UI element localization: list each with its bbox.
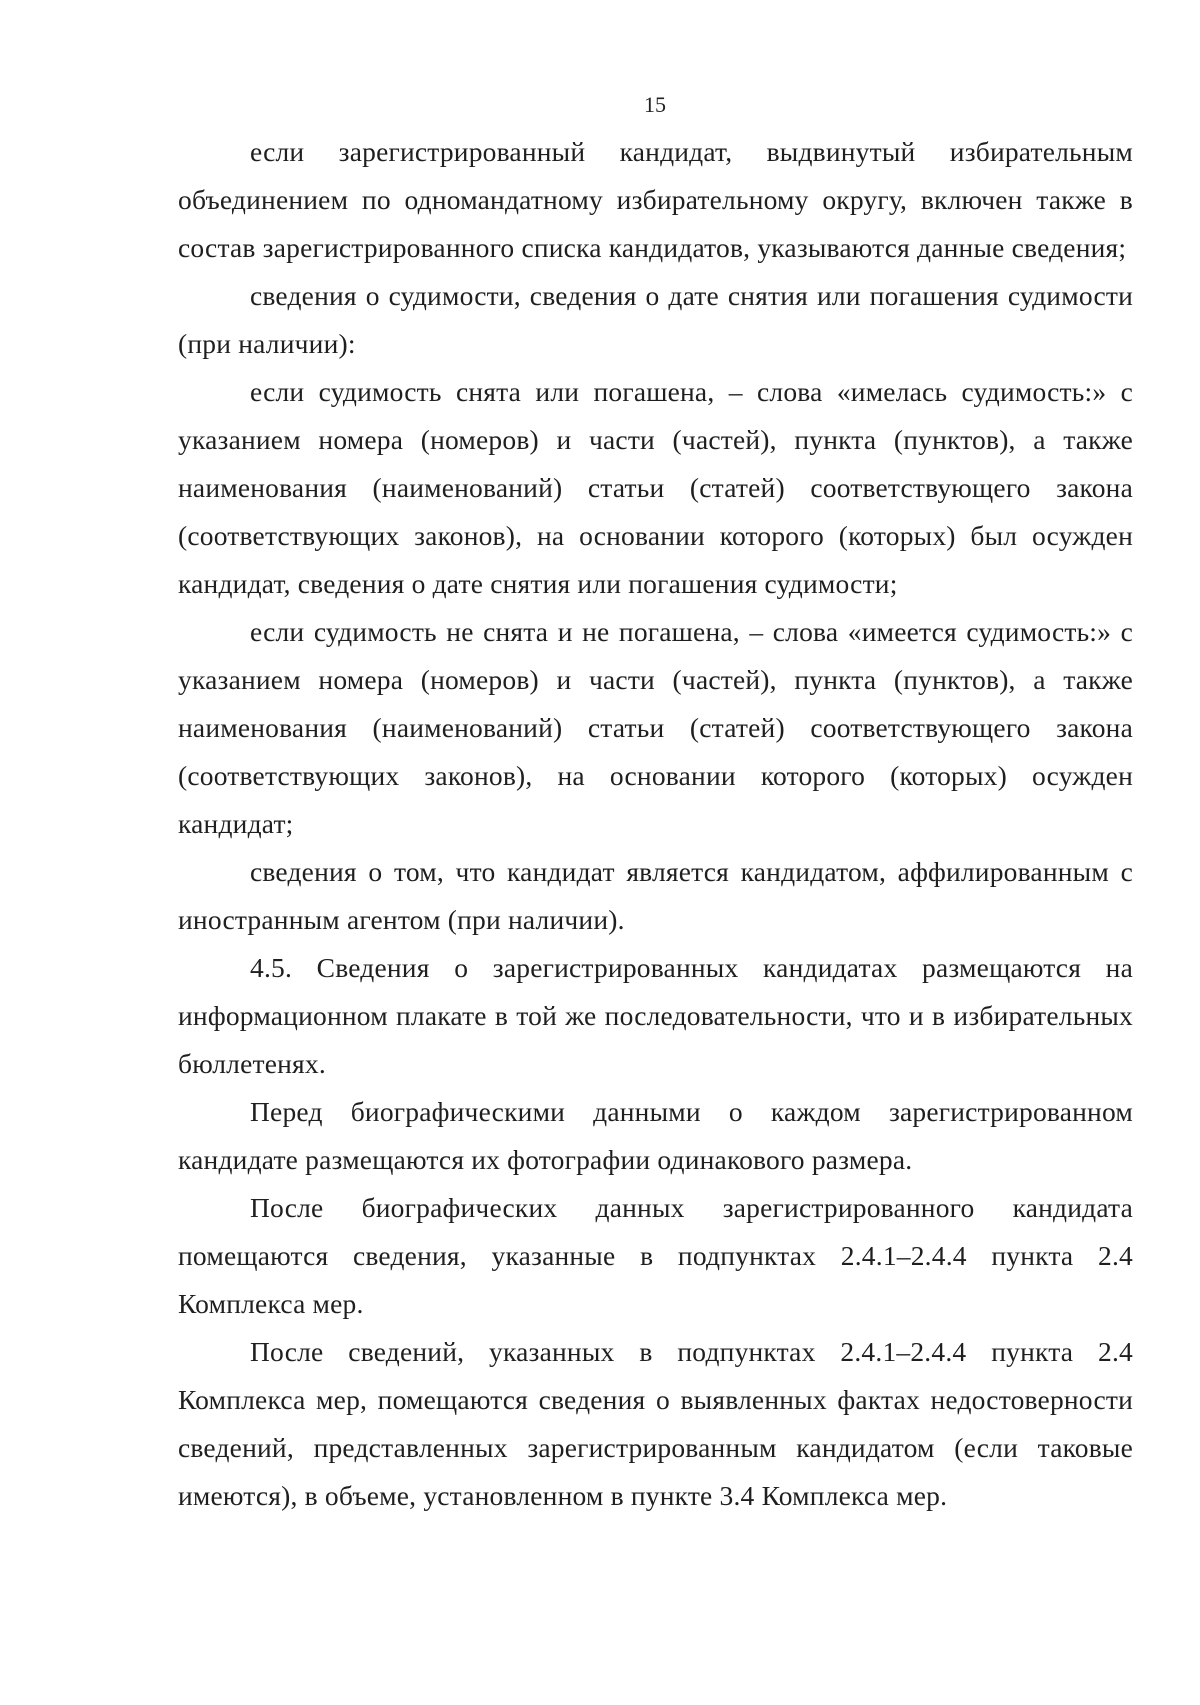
page-number: 15 bbox=[644, 92, 666, 117]
paragraph-foreign-agent: сведения о том, что кандидат является кандидатом, аффилированным с иностранным агентом (при наличии). bbox=[178, 856, 1133, 935]
paragraph-conviction-active: если судимость не снята и не погашена, – слова «имеется судимость:» с указанием номера (номеров) и части (частей), пункта (пунктов), а также наименования (наименований) статьи (статей) соответствующего закона (соответствующих законов), на основании которого (которых) осужден кандидат; bbox=[178, 616, 1133, 839]
paragraph-candidate-list: если зарегистрированный кандидат, выдвинутый избирательным объединением по одномандатному избирательному округу, включен также в состав зарегистрированного списка кандидатов, указываются данные сведения; bbox=[178, 136, 1133, 263]
paragraph-conviction-info: сведения о судимости, сведения о дате снятия или погашения судимости (при наличии): bbox=[178, 280, 1133, 359]
paragraph-conviction-removed: если судимость снята или погашена, – слова «имелась судимость:» с указанием номера (номеров) и части (частей), пункта (пунктов), а также наименования (наименований) статьи (статей) соответствующего закона (соответствующих законов), на основании которого (которых) был осужден кандидат, сведения о дате снятия или погашения судимости; bbox=[178, 376, 1133, 599]
paragraph-inaccuracy-facts: После сведений, указанных в подпунктах 2.4.1–2.4.4 пункта 2.4 Комплекса мер, помещаются сведения о выявленных фактах недостоверности сведений, представленных зарегистрированным кандидатом (если таковые имеются), в объеме, установленном в пункте 3.4 Комплекса мер. bbox=[178, 1336, 1133, 1511]
document-body bbox=[178, 128, 1133, 1520]
paragraph-photos: Перед биографическими данными о каждом зарегистрированном кандидате размещаются их фотографии одинакового размера. bbox=[178, 1096, 1133, 1175]
paragraph-section-4-5: 4.5. Сведения о зарегистрированных кандидатах размещаются на информационном плакате в той же последовательности, что и в избирательных бюллетенях. bbox=[178, 952, 1133, 1079]
paragraph-after-bio: После биографических данных зарегистрированного кандидата помещаются сведения, указанные в подпунктах 2.4.1–2.4.4 пункта 2.4 Комплекса мер. bbox=[178, 1192, 1133, 1319]
